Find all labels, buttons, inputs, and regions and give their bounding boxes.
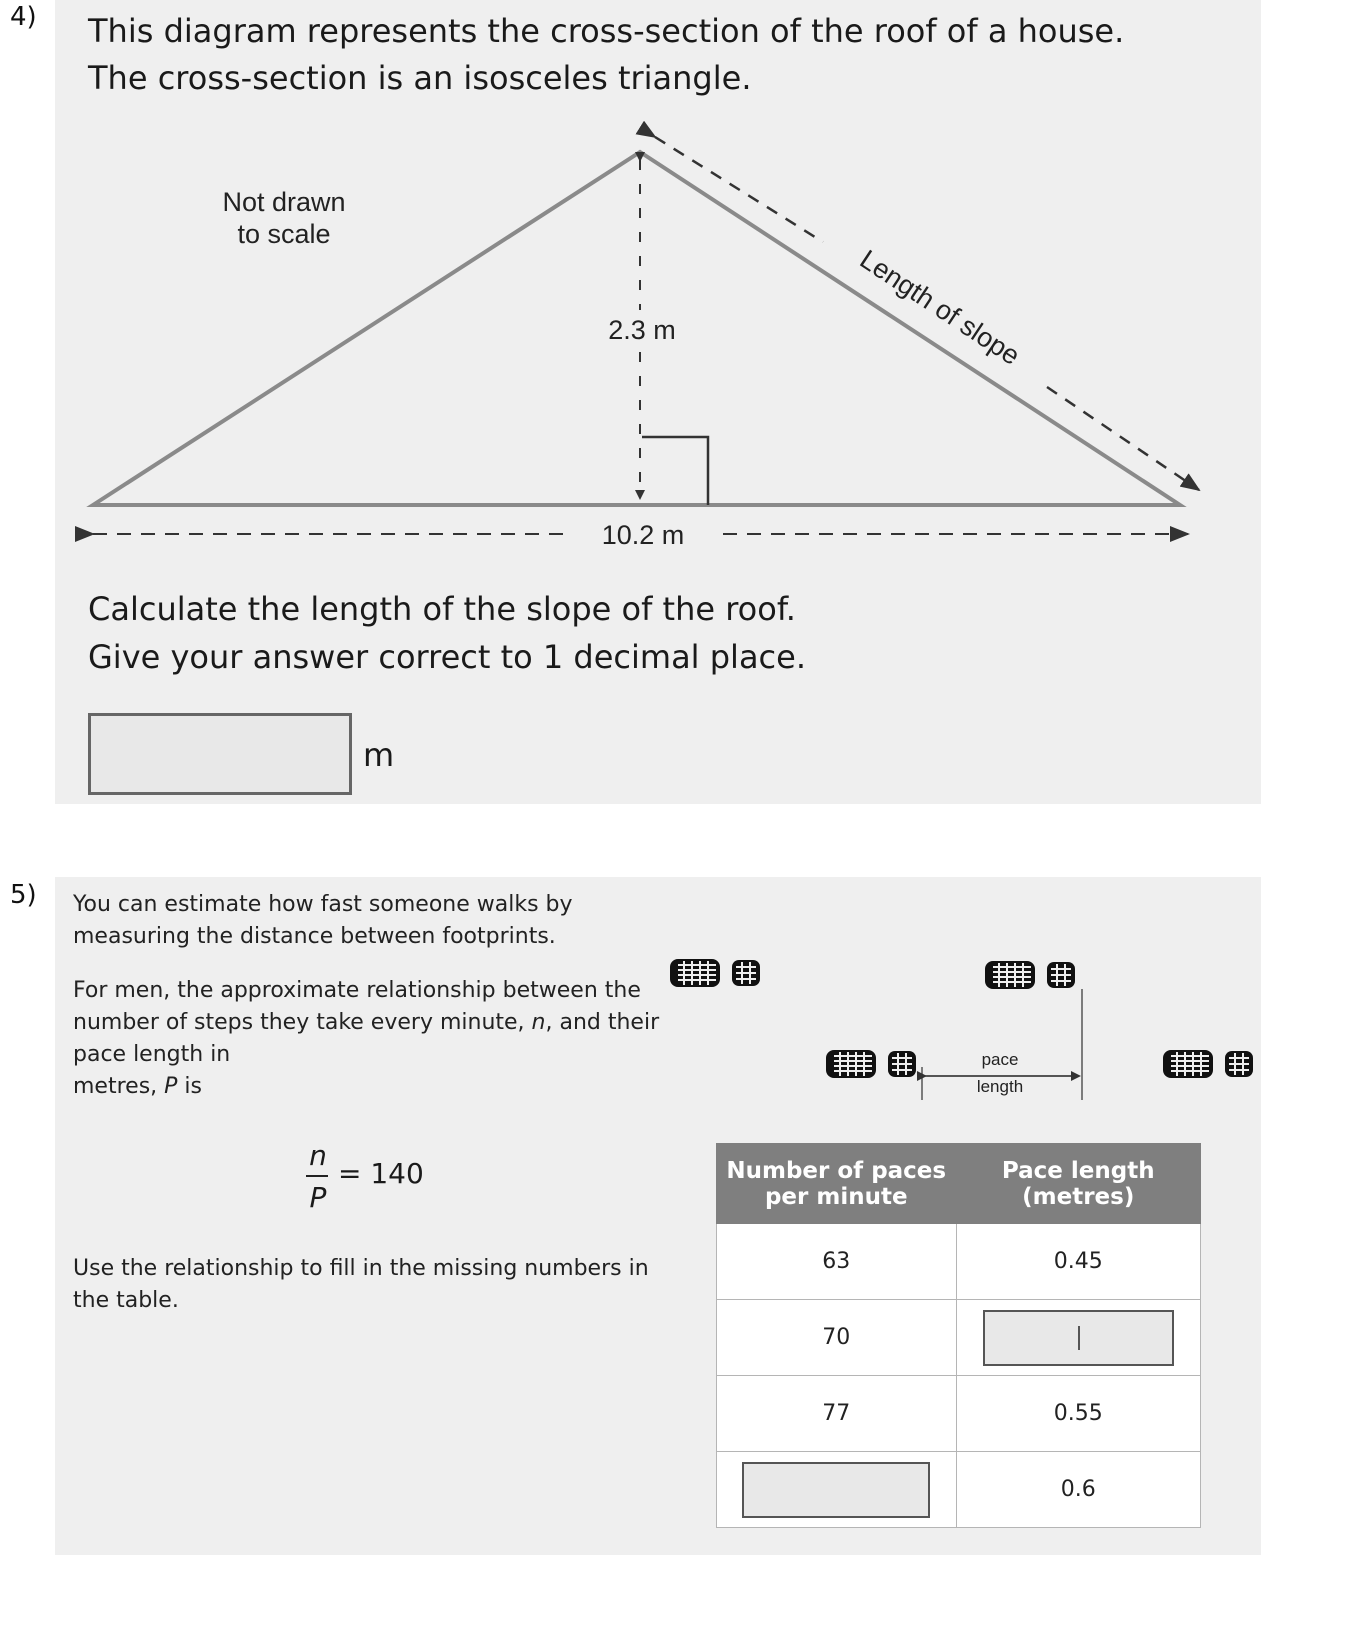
formula-rhs: = 140 [338, 1157, 424, 1190]
formula-numerator: n [309, 1139, 327, 1172]
q5-para2-line-1: For men, the approximate relationship between the [73, 978, 641, 1003]
length-cell: 0.45 [956, 1224, 1201, 1300]
paces-cell: 77 [717, 1376, 957, 1452]
slope-label: Length of slope [854, 244, 1026, 371]
q5-para3-line-1: Use the relationship to fill in the missing numbers in [73, 1256, 649, 1281]
footprint-icon [826, 1050, 916, 1078]
question-5-number: 5) [10, 880, 37, 910]
question-5-panel [55, 877, 1261, 1555]
footprint-icon [670, 959, 760, 987]
slope-dimension-line-lower [1047, 387, 1199, 490]
header-pace-length: Pace length (metres) [956, 1144, 1201, 1224]
length-cell [956, 1300, 1201, 1376]
q5-para1-line-2: measuring the distance between footprints. [73, 924, 556, 949]
length-cell: 0.6 [956, 1452, 1201, 1528]
q5-para1-line-1: You can estimate how fast someone walks by [73, 892, 573, 917]
slope-dimension-line-upper [655, 137, 823, 242]
header-paces: Number of paces per minute [717, 1144, 957, 1224]
formula-fraction-bar [306, 1175, 328, 1177]
pace-label: pace [981, 1050, 1019, 1069]
paces-answer-input[interactable] [742, 1462, 930, 1518]
q5-para2-line-3: pace length in [73, 1042, 231, 1067]
paces-cell: 63 [717, 1224, 957, 1300]
slope-answer-input[interactable] [88, 713, 352, 795]
q4-task-line-2: Give your answer correct to 1 decimal place. [88, 638, 806, 676]
not-to-scale-note-line-2: to scale [237, 219, 331, 249]
length-label: length [976, 1077, 1024, 1096]
text-cursor [1078, 1326, 1080, 1350]
right-angle-marker [642, 437, 708, 505]
footprint-icon [985, 961, 1075, 989]
table-row [717, 1376, 1201, 1452]
paces-cell: 70 [717, 1300, 957, 1376]
q4-intro-line-2: The cross-section is an isosceles triangle. [88, 59, 752, 97]
paces-cell [717, 1452, 957, 1528]
q4-intro-line-1: This diagram represents the cross-section of the roof of a house. [88, 12, 1125, 50]
formula-denominator: P [309, 1181, 327, 1214]
q5-para3-line-2: the table. [73, 1288, 179, 1313]
question-4-panel [55, 0, 1261, 804]
answer-unit-label: m [363, 736, 395, 774]
footprint-icon [1163, 1050, 1253, 1078]
table-row [717, 1224, 1201, 1300]
q5-para2-line-4: metres, P is [73, 1074, 202, 1099]
base-label: 10.2 m [601, 520, 685, 550]
question-4-number: 4) [10, 2, 37, 32]
roof-cross-section-diagram [55, 0, 1261, 580]
table-row [717, 1452, 1201, 1528]
pace-length-answer-input[interactable] [983, 1310, 1174, 1366]
length-cell: 0.55 [956, 1376, 1201, 1452]
paces-table [716, 1143, 1201, 1528]
height-label: 2.3 m [608, 315, 676, 345]
table-row [717, 1300, 1201, 1376]
q4-task-line-1: Calculate the length of the slope of the roof. [88, 590, 796, 628]
footprints-illustration [655, 947, 1261, 1107]
q5-para2-line-2: number of steps they take every minute, n, and their [73, 1010, 660, 1035]
not-to-scale-note-line-1: Not drawn [222, 187, 346, 217]
